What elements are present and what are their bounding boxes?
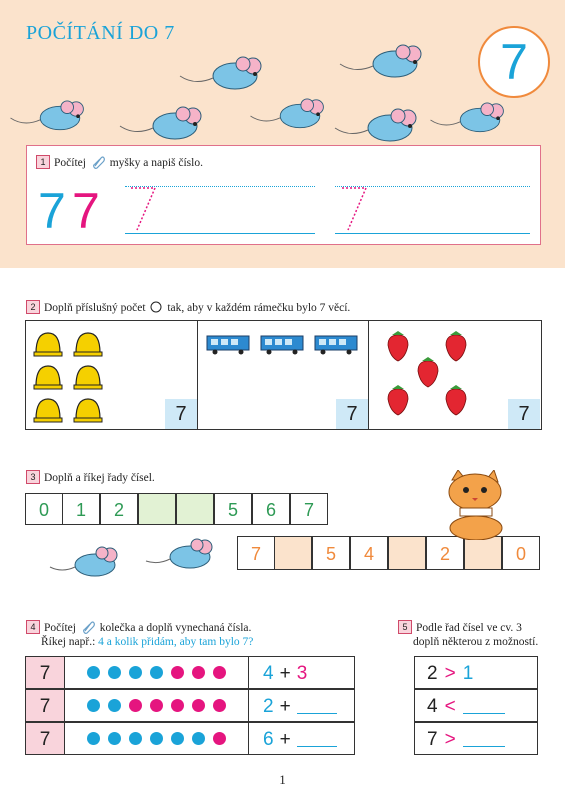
left-number: 2 (427, 663, 438, 684)
circle-icon (150, 301, 162, 313)
equation-cell (248, 722, 355, 755)
blue-dot (87, 666, 100, 679)
comparison-operator: > (444, 663, 456, 684)
bell-icon (34, 399, 62, 422)
strawberry-icon (388, 331, 408, 361)
comparison-row (414, 722, 538, 755)
mice-row-illustration (40, 535, 230, 585)
number-blank-cell[interactable] (138, 493, 176, 525)
number-cell: 2 (426, 536, 464, 570)
strawberry-icon (418, 357, 438, 387)
left-number: 4 (427, 696, 438, 717)
pink-dot (129, 699, 142, 712)
bell-icon (74, 399, 102, 422)
exercise-4-instruction: 4 Počítej kolečka a doplň vynechaná čísla. (26, 620, 251, 634)
comparison-row (414, 656, 538, 689)
blue-dot (87, 732, 100, 745)
answer-blank[interactable] (297, 695, 337, 714)
pink-dot (213, 732, 226, 745)
addend-a: 6 (263, 729, 274, 750)
bell-icon (74, 366, 102, 389)
exercise-number: 1 (36, 155, 50, 169)
blue-dot (129, 732, 142, 745)
pink-dot (213, 699, 226, 712)
bell-icon (74, 333, 102, 356)
blue-dot (171, 732, 184, 745)
strawberry-icon (446, 385, 466, 415)
comparison-row (414, 689, 538, 722)
mouse-icon (340, 45, 421, 77)
number-cell: 6 (252, 493, 290, 525)
mouse-icon (251, 99, 324, 128)
addend-a: 2 (263, 696, 274, 717)
number-cell: 5 (312, 536, 350, 570)
strawberry-icon (446, 331, 466, 361)
total-cell: 7 (25, 689, 65, 722)
sample-digit-blue: 7 (38, 183, 66, 239)
answer-blank[interactable] (463, 695, 505, 714)
pink-dot (171, 666, 184, 679)
blue-dot (150, 666, 163, 679)
left-number: 7 (427, 729, 438, 750)
pink-dot (213, 666, 226, 679)
answer-box: 7 (336, 399, 368, 429)
blue-dot (108, 666, 121, 679)
bus-icon (315, 336, 357, 355)
tracing-seven-2[interactable] (336, 182, 376, 236)
answer-blank[interactable] (297, 728, 337, 747)
number-cell: 7 (237, 536, 275, 570)
number-cell: 5 (214, 493, 252, 525)
page-number: 1 (279, 772, 286, 787)
bells-group (30, 325, 110, 425)
pink-dot (192, 666, 205, 679)
pink-dot (150, 699, 163, 712)
blue-dot (108, 732, 121, 745)
buses-group (205, 333, 365, 359)
exercise-5-instruction-line2: doplň některou z možností. (413, 636, 539, 648)
mouse-icon (431, 103, 504, 132)
equation-cell (248, 689, 355, 722)
comparison-operator: < (444, 696, 456, 717)
exercise-3-instruction: 3 Doplň a říkej řady čísel. (26, 470, 155, 484)
chapter-number-badge: 7 (478, 26, 550, 98)
operator: + (279, 663, 291, 684)
mouse-icon (335, 109, 416, 141)
blue-dot (150, 732, 163, 745)
mouse-icon (10, 101, 83, 130)
number-cell: 4 (350, 536, 388, 570)
bus-icon (207, 336, 249, 355)
total-cell: 7 (25, 722, 65, 755)
paperclip-icon (81, 620, 95, 634)
mouse-icon (50, 547, 117, 576)
cat-illustration (440, 470, 520, 540)
number-cell: 2 (100, 493, 138, 525)
blue-dot (87, 699, 100, 712)
number-cell: 0 (502, 536, 540, 570)
exercise-1-instruction: 1 Počítej myšky a napiš číslo. (36, 155, 203, 169)
number-cell: 7 (290, 493, 328, 525)
blue-dot (129, 666, 142, 679)
total-cell: 7 (25, 656, 65, 689)
exercise-2-instruction: 2 Doplň příslušný počet tak, aby v každém rámečku bylo 7 věcí. (26, 300, 350, 314)
answer-box: 7 (508, 399, 540, 429)
paperclip-icon (91, 155, 105, 169)
pink-dot (171, 699, 184, 712)
operator: + (279, 696, 291, 717)
bell-icon (34, 366, 62, 389)
number-blank-cell[interactable] (388, 536, 426, 570)
bell-icon (34, 333, 62, 356)
addend-a: 4 (263, 663, 274, 684)
pink-dot (192, 699, 205, 712)
operator: + (279, 729, 291, 750)
number-blank-cell[interactable] (176, 493, 214, 525)
mouse-icon (180, 57, 261, 89)
blue-dot (108, 699, 121, 712)
answer-box: 7 (165, 399, 197, 429)
number-blank-cell[interactable] (274, 536, 312, 570)
number-cell: 1 (62, 493, 100, 525)
strawberry-icon (388, 385, 408, 415)
number-blank-cell[interactable] (464, 536, 502, 570)
blue-dot (192, 732, 205, 745)
exercise-4-hint: Říkej např.: 4 a kolik přidám, aby tam bylo 7? (41, 636, 254, 648)
page-title: POČÍTÁNÍ DO 7 (26, 22, 175, 44)
dots-cell (64, 656, 249, 689)
bus-icon (261, 336, 303, 355)
answer-blank[interactable] (463, 728, 505, 747)
comparison-operator: > (444, 729, 456, 750)
mouse-icon (120, 107, 201, 139)
right-number: 1 (462, 663, 474, 684)
dots-cell (64, 689, 249, 722)
sample-digit-pink: 7 (72, 183, 100, 239)
number-cell: 0 (25, 493, 63, 525)
addend-b: 3 (296, 663, 308, 684)
equation-cell (248, 656, 355, 689)
strawberries-group (380, 325, 480, 425)
mice-illustration (0, 36, 565, 151)
exercise-5-instruction: 5 Podle řad čísel ve cv. 3 (398, 620, 522, 634)
mouse-icon (146, 539, 212, 568)
tracing-seven-1[interactable] (125, 182, 165, 236)
dots-cell (64, 722, 249, 755)
